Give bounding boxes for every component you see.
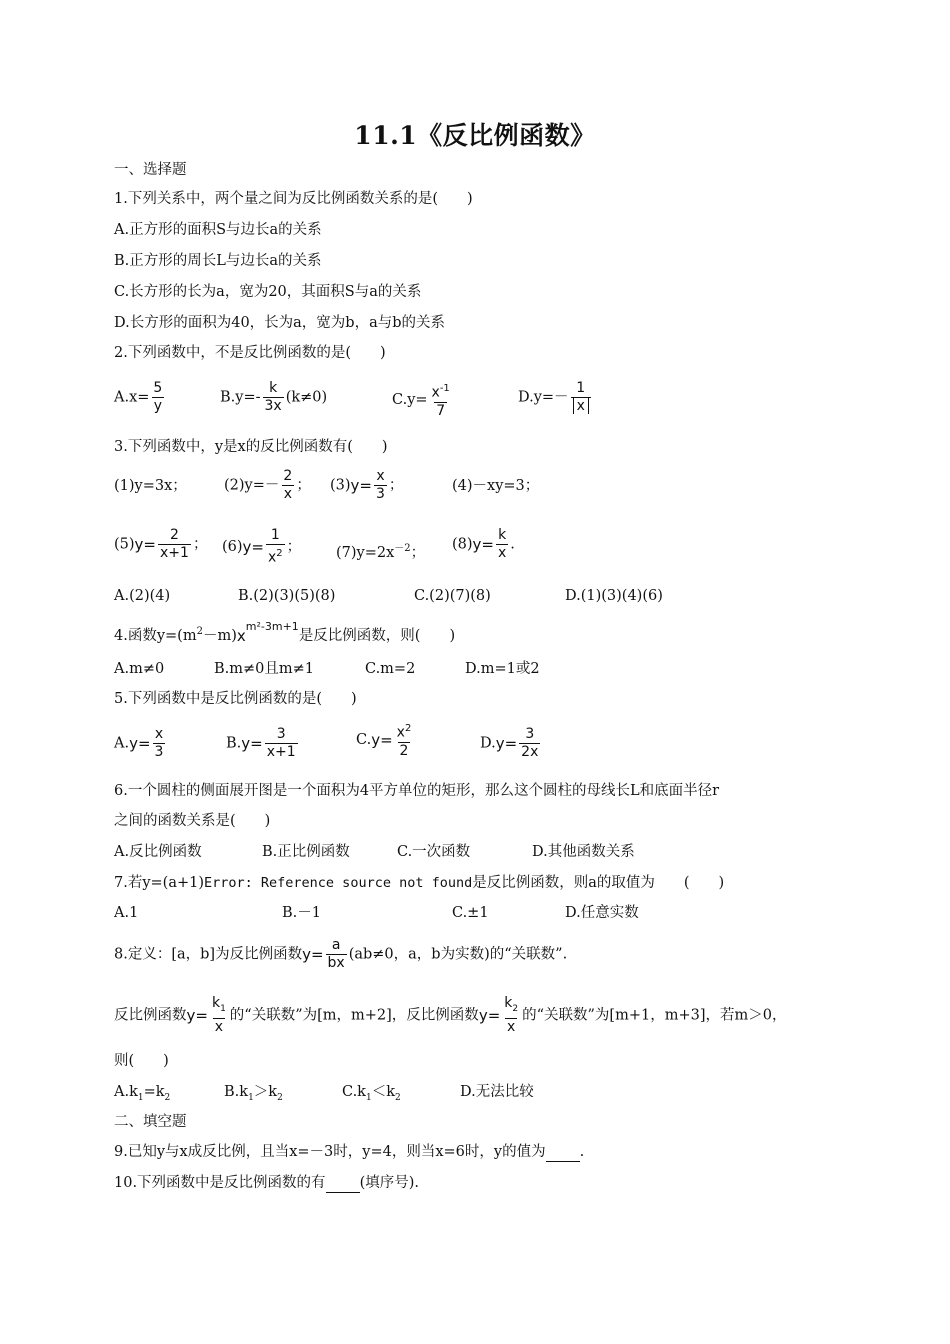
q7-stem: 7.若y=(a+1)Error: Reference source not found是反比例函数，则a的取值为 ( ) (114, 875, 725, 891)
fraction: $\frac{k}{3x}$ (264, 380, 282, 414)
fraction: $\frac{3}{x+1}$ (266, 726, 296, 760)
q3-stem: 3.下列函数中，y是x的反比例函数有( ) (114, 439, 388, 455)
fraction: $\frac{2}{x+1}$ (160, 527, 189, 561)
q6-option-d: D.其他函数关系 (532, 844, 635, 860)
q6-option-c: C.一次函数 (397, 844, 471, 860)
q3-item-6: (6)y= $\frac{1}{x^2}$ ； (222, 527, 302, 566)
q2-option-b: B.y=- $\frac{k}{3x}$ (k≠0) (220, 380, 328, 414)
q2-option-d: D.y=－ $\frac{1}{x}$ (518, 380, 593, 415)
q3-option-b: B.(2)(3)(5)(8) (238, 588, 336, 604)
q9: 9.已知y与x成反比例，且当x=－3时，y=4，则当x=6时，y的值为 . (114, 1144, 585, 1160)
fraction: $\frac{a}{bx}$ (327, 937, 345, 971)
q5-stem: 5.下列函数中是反比例函数的是( ) (114, 691, 357, 707)
q5-option-d: D.y= $\frac{3}{2x}$ (480, 726, 539, 760)
q8-line-2: 反比例函数y= $\frac{k_1}{x}$ 的“关联数”为[m，m+2]，反比例函数y= $\frac{k_2}{x}$ 的“关联数”为[m+1，m+3]，若m＞0， (114, 995, 787, 1035)
q3-option-c: C.(2)(7)(8) (414, 588, 491, 604)
fraction: $\frac{1}{x^2}$ (268, 527, 283, 566)
q4-option-c: C.m=2 (365, 661, 416, 677)
fraction: $\frac{3}{2x}$ (521, 726, 539, 760)
q1-option-d: D.长方形的面积为40，长为a，宽为b，a与b的关系 (114, 315, 446, 331)
q7-option-b: B.－1 (282, 905, 321, 921)
q3-item-4: (4)－xy=3； (452, 478, 540, 494)
q8-line-1: 8.定义：[a，b]为反比例函数y= $\frac{a}{bx}$ (ab≠0，a，b为实数)的“关联数”. (114, 937, 568, 971)
q2-option-a: A.x= $\frac{5}{y}$ (114, 380, 163, 414)
q6-option-b: B.正比例函数 (262, 844, 350, 860)
q5-option-b: B.y= $\frac{3}{x+1}$ (226, 726, 296, 760)
q1-stem: 1.下列关系中，两个量之间为反比例函数关系的是( ) (114, 191, 473, 207)
q4-option-d: D.m=1或2 (465, 661, 540, 677)
q8-option-c: $C.k_1<k_2$ (342, 1084, 401, 1103)
q8-option-b: $B.k_1>k_2$ (224, 1084, 283, 1103)
fraction: $\frac{5}{y}$ (153, 380, 163, 414)
fraction: $\frac{k}{x}$ (498, 527, 507, 561)
fraction: $\frac{x}{3}$ (376, 468, 385, 502)
answer-blank[interactable] (546, 1147, 580, 1162)
q1-option-a: A.正方形的面积S与边长a的关系 (114, 222, 322, 238)
q8-option-d: D.无法比较 (460, 1084, 534, 1100)
page-title: 11.1《反比例函数》 (354, 121, 596, 150)
fraction: $\frac{x^2}{2}$ (396, 723, 412, 759)
q7-option-a: A.1 (114, 905, 139, 921)
q4-option-b: B.m≠0且m≠1 (214, 661, 315, 677)
q3-item-5: (5)y= $\frac{2}{x+1}$ ； (114, 527, 208, 561)
q6-line-1: 6.一个圆柱的侧面展开图是一个面积为4平方单位的矩形，那么这个圆柱的母线长L和底面半径r (114, 783, 720, 799)
q5-option-c: C.y= $\frac{x^2}{2}$ (356, 720, 415, 760)
q8-line-3: 则( ) (114, 1053, 169, 1069)
fraction: $\frac{1}{x}$ (571, 380, 591, 415)
q10: 10.下列函数中是反比例函数的有 (填序号). (114, 1175, 419, 1191)
q4-option-a: A.m≠0 (114, 661, 165, 677)
section-fill: 二、填空题 (114, 1114, 187, 1130)
q5-option-a: A.y= $\frac{x}{3}$ (114, 726, 164, 760)
q3-item-2: (2)y=－ $\frac{2}{x}$ ； (224, 468, 311, 502)
q3-item-1: (1)y=3x； (114, 478, 187, 494)
q6-option-a: A.反比例函数 (114, 844, 202, 860)
q4-stem: 4.函数$y=(m^2-m)x^{m^2-3m+1}$是反比例函数，则( ) (114, 620, 456, 645)
q3-option-d: D.(1)(3)(4)(6) (565, 588, 663, 604)
q1-option-b: B.正方形的周长L与边长a的关系 (114, 253, 322, 269)
q3-item-7: $(7)y=2x^{-2}$； (336, 543, 426, 561)
q7-option-d: D.任意实数 (565, 905, 639, 921)
q3-item-3: (3)y= $\frac{x}{3}$ ； (330, 468, 404, 502)
answer-blank[interactable] (326, 1178, 360, 1193)
fraction: $\frac{x}{3}$ (154, 726, 164, 760)
q7-option-c: C.±1 (452, 905, 489, 921)
q8-option-a: $A.k_1=k_2$ (114, 1084, 171, 1103)
q6-line-2: 之间的函数关系是( ) (114, 813, 271, 829)
q1-option-c: C.长方形的长为a，宽为20，其面积S与a的关系 (114, 284, 422, 300)
q3-item-8: (8)y= $\frac{k}{x}$ . (452, 527, 515, 561)
fraction: $\frac{x^{-1}}{7}$ (431, 383, 450, 419)
fraction: $\frac{k_2}{x}$ (504, 995, 519, 1035)
section-choice: 一、选择题 (114, 162, 187, 178)
q3-option-a: A.(2)(4) (114, 588, 171, 604)
q2-option-c: C.y= $\frac{x^{-1}}{7}$ (392, 380, 454, 420)
fraction: $\frac{k_1}{x}$ (211, 995, 226, 1035)
fraction: $\frac{2}{x}$ (283, 468, 293, 502)
reference-error-text: Error: Reference source not found (204, 875, 473, 891)
q2-stem: 2.下列函数中，不是反比例函数的是( ) (114, 345, 386, 361)
